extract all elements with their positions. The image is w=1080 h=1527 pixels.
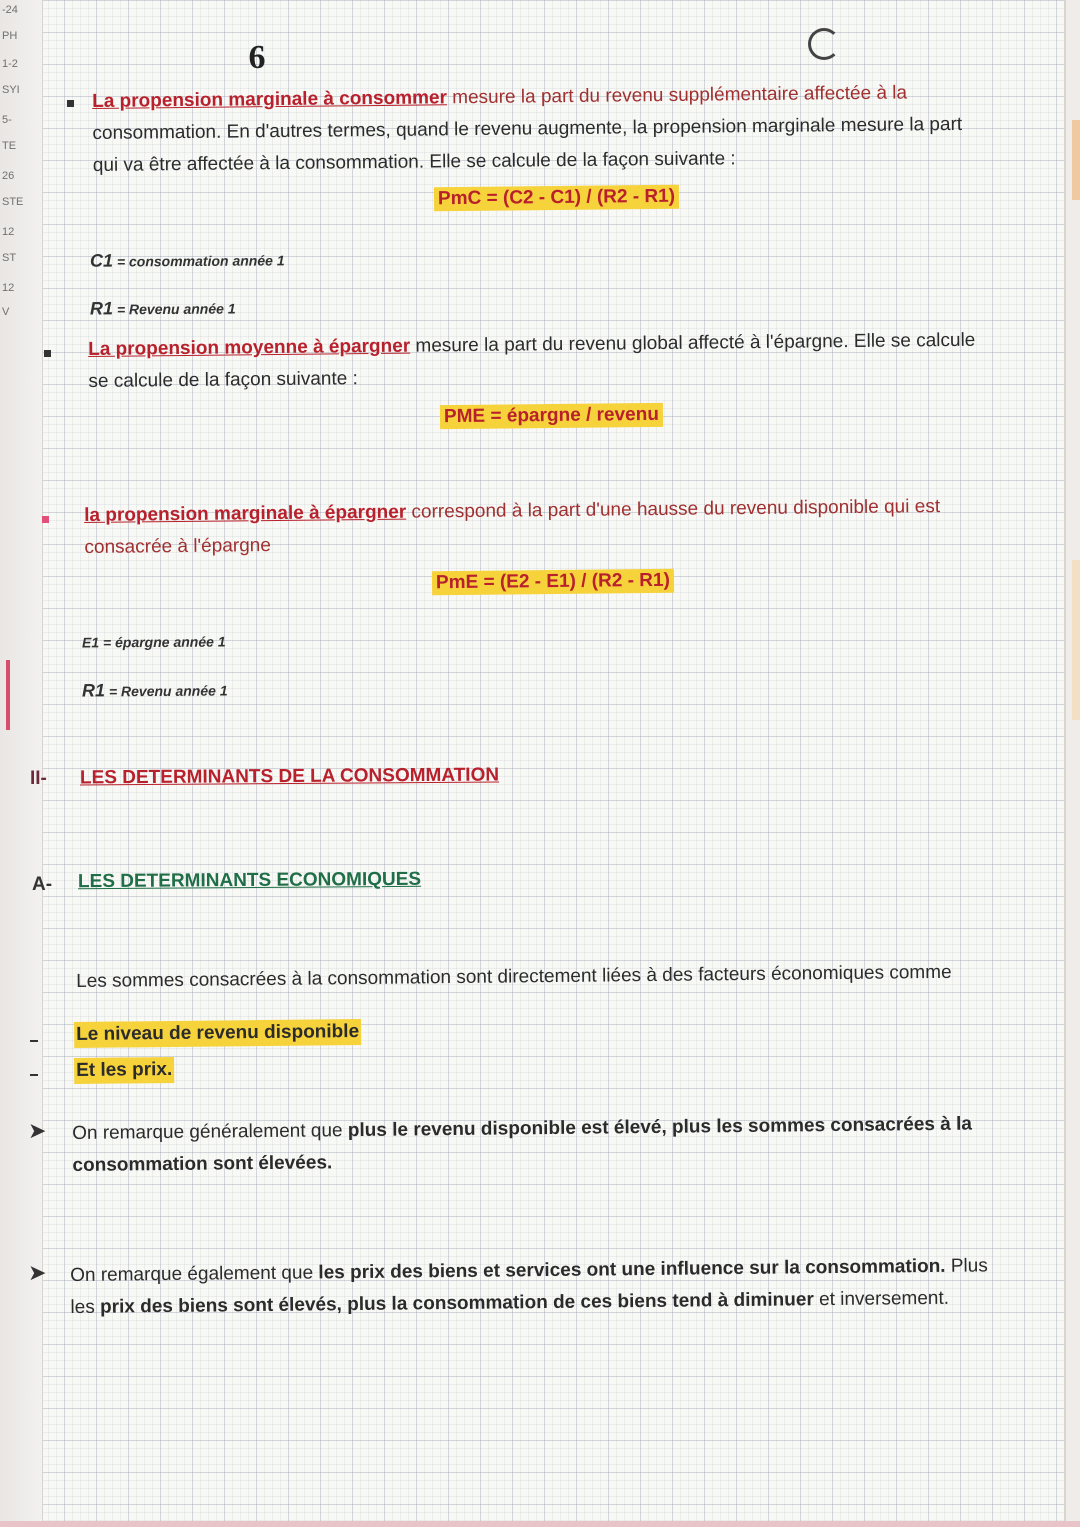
legend-text: = consommation année 1 [112, 252, 285, 270]
bullet-icon [67, 100, 74, 107]
dash-bullet-icon [30, 1074, 38, 1076]
margin-tab: STE [2, 196, 24, 208]
margin-tab: 1-2 [2, 58, 18, 70]
binder-tabs-strip [0, 0, 43, 1527]
intro-paragraph: Les sommes consacrées à la consommation sont directement liées à des facteurs économiques comme [76, 961, 952, 992]
remark-text: On remarque également que [70, 1262, 319, 1286]
page-number: 6 [248, 39, 266, 76]
pme-paragraph [88, 324, 1039, 398]
hole-mark-icon [808, 28, 840, 60]
remark-bold: les prix des biens et services ont une influence sur la consommation. [318, 1255, 946, 1284]
list-item-text: Et les prix. [74, 1057, 174, 1084]
pmc-paragraph [92, 76, 1033, 182]
dash-bullet-icon [30, 1040, 38, 1042]
arrow-bullet-icon: ➤ [28, 1118, 47, 1143]
list-item [74, 1022, 361, 1048]
margin-tab: TE [2, 140, 17, 152]
list-item-text: Le niveau de revenu disponible [74, 1019, 361, 1048]
legend-text: = Revenu année 1 [112, 300, 236, 318]
margin-tab: ST [2, 252, 17, 264]
page-bottom-edge [0, 1521, 1080, 1527]
margin-tab: 12 [2, 282, 15, 294]
pme-term: La propension moyenne à épargner [88, 335, 411, 360]
pink-tab-marker [6, 660, 10, 730]
remark-bold: plus le revenu disponible est élevé, plus les sommes consacrées à la [347, 1113, 973, 1142]
pme-marginal-line2: consacrée à l'épargne [84, 535, 271, 558]
margin-tab: 5- [2, 114, 12, 126]
subpart-letter: A- [32, 874, 53, 895]
orange-tab-marker [1072, 120, 1080, 200]
beige-tab-marker [1072, 560, 1080, 720]
bullet-icon [42, 516, 49, 523]
margin-tab: PH [2, 30, 18, 42]
pmc-line1: mesure la part du revenu supplémentaire affectée à la [446, 82, 908, 109]
pme-formula: PME = épargne / revenu [440, 403, 663, 429]
legend-symbol: R1 [81, 680, 106, 701]
remark-bold: consommation sont élevées. [72, 1152, 333, 1176]
legend-symbol: R1 [89, 298, 114, 319]
margin-tab: 26 [2, 170, 15, 182]
legend-symbol: C1 [89, 250, 114, 271]
margin-tab: V [2, 306, 10, 318]
pme-marginal-legend-r1 [82, 679, 228, 701]
remark-2-paragraph [70, 1250, 1046, 1324]
remark-1-paragraph [72, 1108, 1043, 1182]
pme-marginal-line1: correspond à la part d'une hausse du revenu disponible qui est [406, 496, 941, 523]
arrow-bullet-icon: ➤ [28, 1260, 47, 1285]
part-number: II- [30, 768, 47, 789]
pmc-formula: PmC = (C2 - C1) / (R2 - R1) [434, 185, 679, 212]
pme-line2: se calcule de la façon suivante : [88, 368, 358, 392]
pme-line1: mesure la part du revenu global affecté à l'épargne. Elle se calcule [410, 329, 976, 357]
pmc-legend-c1 [90, 249, 285, 271]
margin-tab: 12 [2, 226, 15, 238]
list-item [74, 1058, 174, 1084]
pmc-line2: consommation. En d'autres termes, quand le revenu augmente, la propension marginale mesure la part [92, 113, 963, 144]
remark-text: Plus [945, 1255, 988, 1277]
pmc-term: La propension marginale à consommer [92, 87, 448, 112]
remark-text: et inversement. [813, 1287, 950, 1311]
remark-bold: prix des biens sont élevés, plus la consommation de ces biens tend à diminuer [99, 1289, 814, 1318]
remark-text: les [70, 1296, 101, 1318]
remark-text: On remarque généralement que [72, 1120, 348, 1144]
legend-text: = Revenu année 1 [104, 682, 228, 700]
bullet-icon [44, 350, 51, 357]
pme-marginal-legend-e1: E1 = épargne année 1 [81, 633, 226, 651]
margin-tab: -24 [2, 4, 18, 16]
part-title: LES DETERMINANTS DE LA CONSOMMATION [79, 764, 500, 789]
subpart-title: LES DETERMINANTS ECONOMIQUES [77, 868, 422, 893]
pme-marginal-term: la propension marginale à épargner [84, 501, 407, 526]
page-right-edge [1064, 0, 1080, 1527]
pmc-legend-r1 [90, 297, 236, 319]
pme-marginal-paragraph [84, 490, 1035, 564]
margin-tab: SYI [2, 84, 20, 96]
pmc-line3: qui va être affectée à la consommation. Elle se calcule de la façon suivante : [92, 148, 736, 176]
pme-marginal-formula: PmE = (E2 - E1) / (R2 - R1) [432, 569, 674, 596]
